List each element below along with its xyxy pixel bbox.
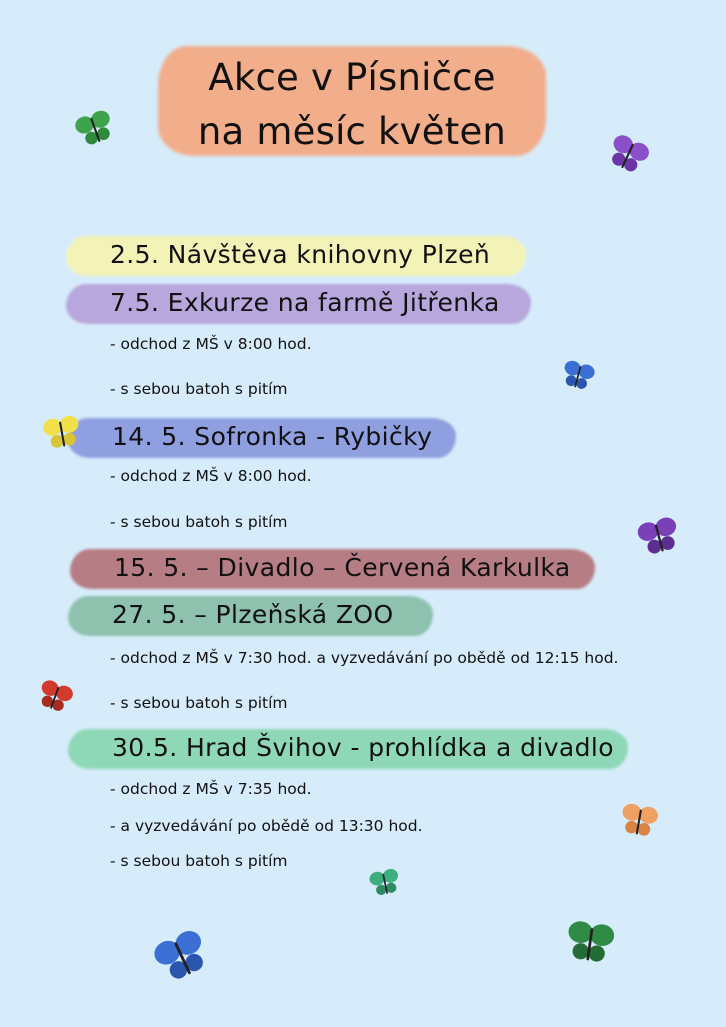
event-note: - odchod z MŠ v 7:35 hod. (110, 780, 312, 798)
event-heading-text: 2.5. Návštěva knihovny Plzeň (110, 240, 491, 269)
event-note: - s sebou batoh s pitím (110, 380, 288, 398)
event-heading-text: 30.5. Hrad Švihov - prohlídka a divadlo (112, 733, 614, 762)
event-heading (112, 422, 432, 451)
event-heading (112, 600, 394, 629)
event-note: - s sebou batoh s pitím (110, 852, 288, 870)
title-line-1: Akce v Písničce (208, 56, 496, 99)
event-note: - s sebou batoh s pitím (110, 694, 288, 712)
event-heading-text: 7.5. Exkurze na farmě Jitřenka (110, 288, 500, 317)
event-heading (110, 240, 490, 269)
page-title (158, 38, 546, 164)
butterfly-icon (40, 412, 84, 454)
event-note: - odchod z MŠ v 7:30 hod. a vyzvedávání po obědě od 12:15 hod. (110, 649, 619, 667)
butterfly-icon (562, 916, 618, 970)
butterfly-icon (560, 358, 596, 394)
butterfly-icon (606, 133, 650, 177)
butterfly-icon (152, 928, 212, 986)
event-note: - s sebou batoh s pitím (110, 513, 288, 531)
butterfly-icon (616, 800, 662, 842)
event-note: - odchod z MŠ v 8:00 hod. (110, 467, 312, 485)
title-line-2: na měsíc květen (197, 110, 507, 153)
event-note: - odchod z MŠ v 8:00 hod. (110, 335, 312, 353)
event-heading-text: 15. 5. – Divadlo – Červená Karkulka (114, 553, 571, 582)
event-heading-text: 14. 5. Sofronka - Rybičky (112, 422, 433, 451)
butterfly-icon (74, 108, 116, 150)
butterfly-icon (636, 514, 682, 560)
event-heading-text: 27. 5. – Plzeňská ZOO (112, 600, 394, 629)
event-heading (110, 288, 500, 317)
butterfly-icon (368, 866, 402, 900)
event-note: - a vyzvedávání po obědě od 13:30 hod. (110, 817, 423, 835)
butterfly-icon (36, 678, 74, 716)
event-heading (112, 733, 614, 762)
event-heading (114, 553, 571, 582)
